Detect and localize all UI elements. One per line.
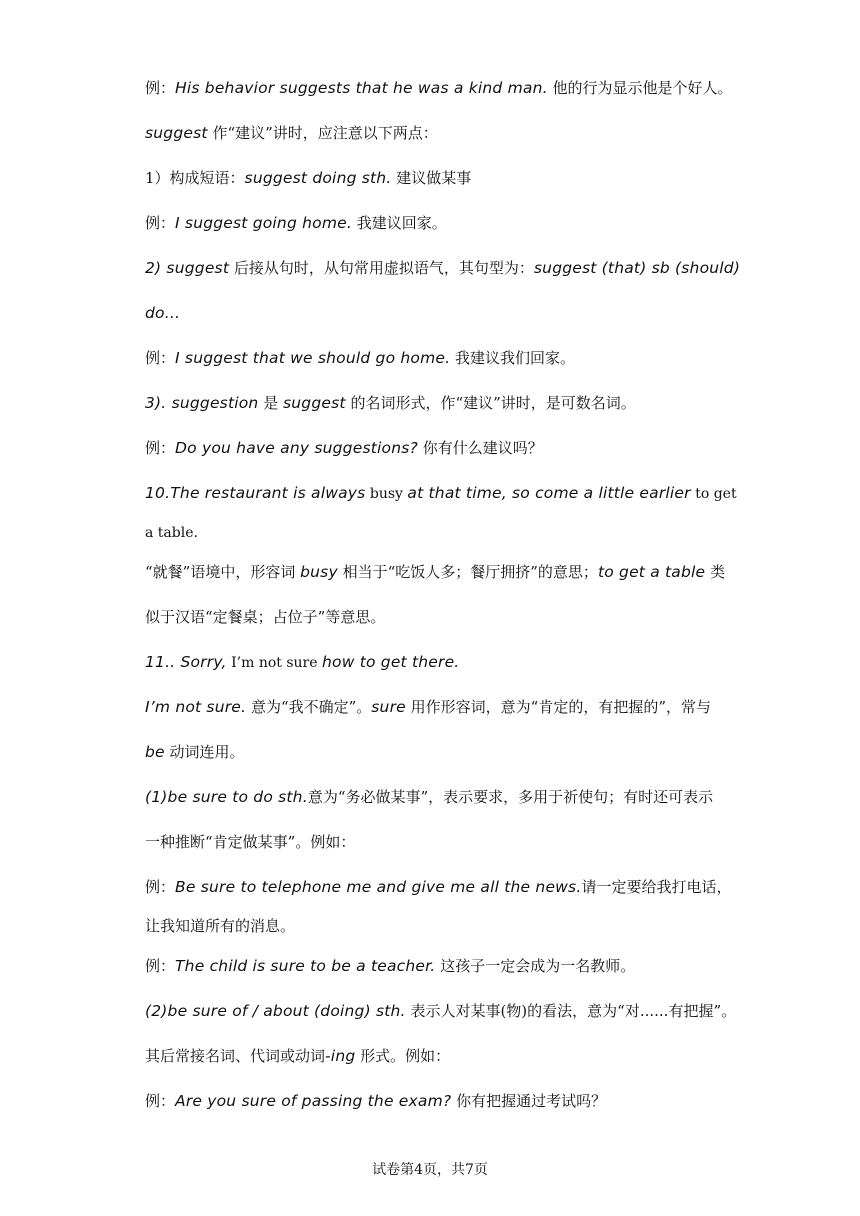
text-line-24: 例：Are you sure of passing the exam? 你有把握通过考试吗？ [145, 1092, 607, 1110]
text-line-21: 例：The child is sure to be a teacher. 这孩子一定会成为一名教师。 [145, 957, 636, 975]
text-line-15: I’m not sure. 意为“我不确定”。sure 用作形容词，意为“肯定的，有把握的”，常与 [145, 698, 711, 716]
text-line-16: be 动词连用。 [145, 743, 245, 761]
text-line-9: 例：Do you have any suggestions? 你有什么建议吗？ [145, 439, 543, 457]
text-line-3: 1）构成短语：suggest doing sth. 建议做某事 [145, 169, 472, 187]
text-line-18: 一种推断“肯定做某事”。例如： [145, 833, 356, 851]
text-line-19: 例：Be sure to telephone me and give me all the news.请一定要给我打电话， [145, 878, 732, 896]
text-line-14: 11.. Sorry, I’m not sure how to get there. [145, 653, 460, 671]
text-line-8: 3). suggestion 是 suggest 的名词形式，作“建议”讲时，是可数名词。 [145, 394, 636, 412]
text-line-13: 似于汉语“定餐桌；占位子”等意思。 [145, 608, 386, 626]
text-line-7: 例：I suggest that we should go home. 我建议我们回家。 [145, 349, 576, 367]
text-line-5: 2) suggest 后接从句时，从句常用虚拟语气，其句型为：suggest (that) sb (should) [145, 259, 741, 277]
text-line-12: “就餐”语境中，形容词 busy 相当于“吃饭人多；餐厅拥挤”的意思；to get a table 类 [145, 563, 726, 581]
text-line-22: (2)be sure of / about (doing) sth. 表示人对某事(物)的看法，意为“对......有把握”。 [145, 1002, 737, 1020]
text-line-10: 10.The restaurant is always busy at that time, so come a little earlier to get [145, 484, 737, 502]
text-line-1: 例：His behavior suggests that he was a kind man. 他的行为显示他是个好人。 [145, 79, 733, 97]
text-line-11: a table. [145, 525, 198, 541]
text-line-4: 例：I suggest going home. 我建议回家。 [145, 214, 447, 232]
text-line-2: suggest 作“建议”讲时，应注意以下两点： [145, 124, 438, 142]
text-line-23: 其后常接名词、代词或动词-ing 形式。例如： [145, 1047, 451, 1065]
text-line-17: (1)be sure to do sth.意为“务必做某事”，表示要求，多用于祈使句；有时还可表示 [145, 788, 714, 806]
text-line-20: 让我知道所有的消息。 [145, 917, 296, 935]
text-line-6: do... [145, 304, 181, 322]
page-footer: 试卷第4页，共7页 [372, 1162, 488, 1178]
